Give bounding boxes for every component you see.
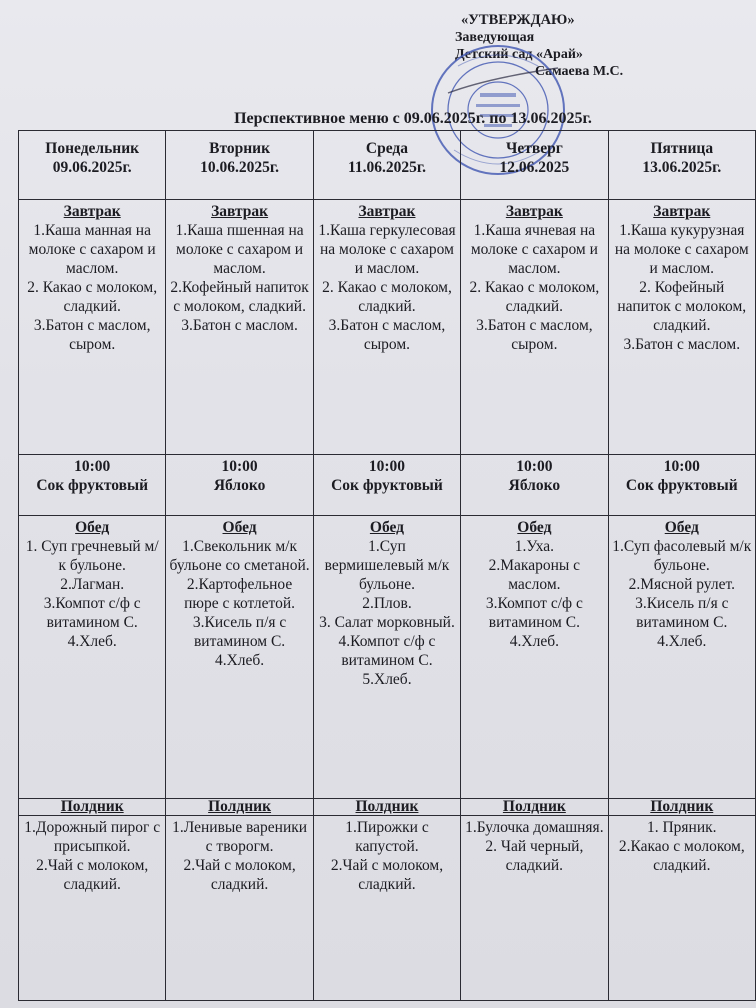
lunch-cell: Обед 1.Уха. 2.Макароны с маслом. 3.Компот с/ф с витамином С. 4.Хлеб.: [461, 516, 608, 799]
approval-org: Детский сад «Арай»: [455, 47, 583, 62]
afternoon-cell: 1.Пирожки с капустой. 2.Чай с молоком, сладкий.: [313, 816, 460, 1001]
afternoon-row: [19, 816, 756, 1001]
afternoon-cell: 1.Дорожный пирог с присыпкой. 2.Чай с молоком, сладкий.: [19, 816, 166, 1001]
breakfast-cell: Завтрак 1.Каша кукурузная на молоке с сахаром и маслом. 2. Кофейный напиток с молоком, сладкий. 3.Батон с маслом.: [608, 200, 755, 455]
lunch-cell: Обед 1.Свекольник м/к бульоне со сметаной. 2.Картофельное пюре с котлетой. 3.Кисель п/я с витамином С. 4.Хлеб.: [166, 516, 313, 799]
afternoon-cell: 1.Булочка домашняя. 2. Чай черный, сладкий.: [461, 816, 608, 1001]
header-day: Понедельник 09.06.2025г.: [19, 131, 166, 200]
afternoon-title: Полдник: [461, 799, 608, 816]
afternoon-title: Полдник: [19, 799, 166, 816]
afternoon-title: Полдник: [313, 799, 460, 816]
lunch-row: [19, 516, 756, 799]
snack-cell: 10:00 Сок фруктовый: [19, 455, 166, 516]
breakfast-cell: Завтрак 1.Каша пшенная на молоке с сахаром и маслом. 2.Кофейный напиток с молоком, сладкий. 3.Батон с маслом.: [166, 200, 313, 455]
snack-row: [19, 455, 756, 516]
header-row: [19, 131, 756, 200]
header-day: Четверг 12.06.2025: [461, 131, 608, 200]
afternoon-title: Полдник: [166, 799, 313, 816]
lunch-cell: Обед 1.Суп фасолевый м/к бульоне. 2.Мясной рулет. 3.Кисель п/я с витамином С. 4.Хлеб.: [608, 516, 755, 799]
afternoon-cell: 1.Ленивые вареники с творогм. 2.Чай с молоком, сладкий.: [166, 816, 313, 1001]
header-day: Вторник 10.06.2025г.: [166, 131, 313, 200]
breakfast-cell: Завтрак 1.Каша ячневая на молоке с сахаром и маслом. 2. Какао с молоком, сладкий. 3.Батон с маслом, сыром.: [461, 200, 608, 455]
menu-title: Перспективное меню с 09.06.2025г. по 13.06.2025г.: [234, 110, 592, 127]
approval-name: Самаева М.С.: [535, 64, 624, 79]
approval-title: «УТВЕРЖДАЮ»: [461, 12, 575, 28]
snack-cell: 10:00 Яблоко: [461, 455, 608, 516]
afternoon-title: Полдник: [608, 799, 755, 816]
lunch-cell: Обед 1. Суп гречневый м/к бульоне. 2.Лагман. 3.Компот с/ф с витамином С. 4.Хлеб.: [19, 516, 166, 799]
snack-cell: 10:00 Сок фруктовый: [313, 455, 460, 516]
breakfast-row: [19, 200, 756, 455]
lunch-cell: Обед 1.Суп вермишелевый м/к бульоне. 2.Плов. 3. Салат морковный. 4.Компот с/ф с витамином С. 5.Хлеб.: [313, 516, 460, 799]
breakfast-cell: Завтрак 1.Каша геркулесовая на молоке с сахаром и маслом. 2. Какао с молоком, сладкий. 3.Батон с маслом, сыром.: [313, 200, 460, 455]
header-day: Пятница 13.06.2025г.: [608, 131, 755, 200]
snack-cell: 10:00 Сок фруктовый: [608, 455, 755, 516]
approval-position: Заведующая: [455, 30, 535, 45]
afternoon-title-row: [19, 799, 756, 816]
afternoon-cell: 1. Пряник. 2.Какао с молоком, сладкий.: [608, 816, 755, 1001]
menu-table: [18, 130, 756, 1000]
snack-cell: 10:00 Яблоко: [166, 455, 313, 516]
header-day: Среда 11.06.2025г.: [313, 131, 460, 200]
breakfast-cell: Завтрак 1.Каша манная на молоке с сахаром и маслом. 2. Какао с молоком, сладкий. 3.Батон с маслом, сыром.: [19, 200, 166, 455]
